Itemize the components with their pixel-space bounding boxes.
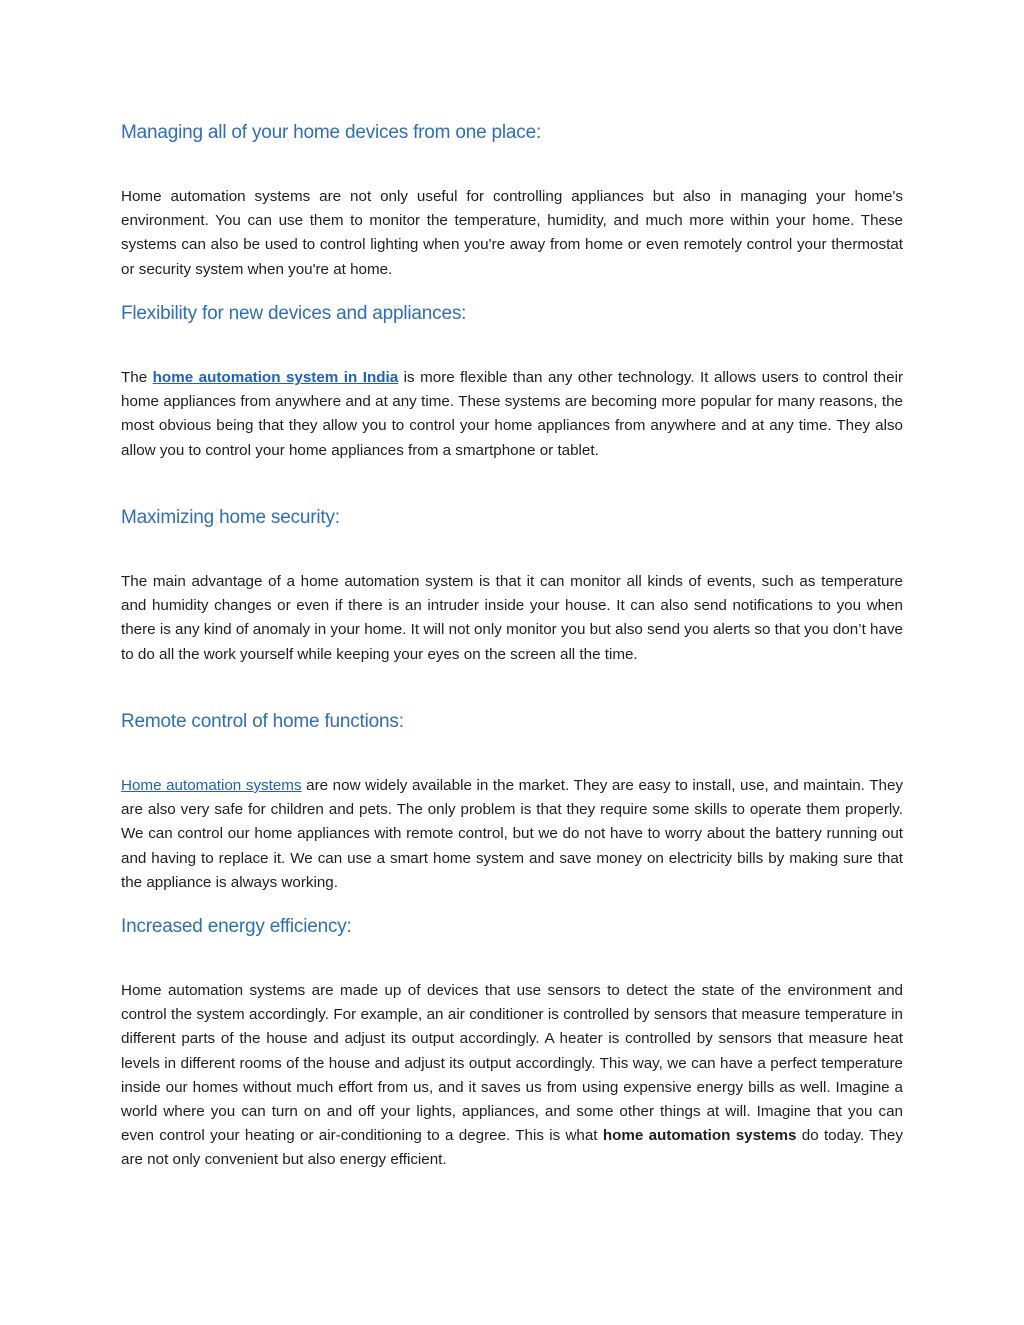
- paragraph-text-rest: do today. They are not only convenient but also energy efficient.: [121, 1127, 903, 1169]
- home-automation-systems-link[interactable]: Home automation systems: [121, 777, 302, 794]
- section-energy-efficiency: [121, 915, 903, 1173]
- section-remote-control: [121, 710, 903, 895]
- paragraph-text-start: Home automation systems are made up of devices that use sensors to detect the state of the environment and control the system accordingly. For example, an air conditioner is controlled by sensors that measure temperature in different parts of the house and adjust its output accordingly. A heater is controlled by sensors that measure heat levels in different rooms of the house and adjust its output accordingly. This way, we can have a perfect temperature inside our homes without much effort from us, and it saves us from using expensive energy bills as well. Imagine a world where you can turn on and off your lights, appliances, and some other things at will. Imagine that you can even control your heating or air-conditioning to a degree. This is what: [121, 982, 903, 1145]
- section-paragraph: [121, 774, 903, 895]
- section-heading: Maximizing home security:: [121, 507, 340, 528]
- section-managing-devices: [121, 121, 903, 282]
- section-flexibility: [121, 302, 903, 463]
- section-heading: Flexibility for new devices and appliances:: [121, 303, 467, 324]
- bold-phrase: home automation systems: [602, 1127, 797, 1145]
- section-paragraph: Home automation systems are not only useful for controlling appliances but also in managing your home's environment. You can use them to monitor the temperature, humidity, and much more within your home. These systems can also be used to control lighting when you're away from home or even remotely control your thermostat or security system when you're at home.: [121, 188, 903, 278]
- paragraph-text-rest: is more flexible than any other technology. It allows users to control their home appliances from anywhere and at any time. These systems are becoming more popular for many reasons, the most obvious being that they allow you to control your home appliances from anywhere and at any time. They also allow you to control your home appliances from a smartphone or tablet.: [121, 369, 903, 459]
- section-paragraph: [121, 366, 903, 463]
- paragraph-text-start: The: [121, 369, 153, 386]
- section-heading: Managing all of your home devices from one place:: [121, 122, 542, 143]
- section-heading: Increased energy efficiency:: [121, 916, 352, 937]
- section-paragraph: [121, 979, 903, 1173]
- section-security: [121, 506, 903, 667]
- home-automation-india-link[interactable]: home automation system in India: [152, 369, 399, 386]
- section-paragraph: The main advantage of a home automation system is that it can monitor all kinds of events, such as temperature and humidity changes or even if there is an intruder inside your house. It can also send notifications to you when there is any kind of anomaly in your home. It will not only monitor you but also send you alerts so that you don’t have to do all the work yourself while keeping your eyes on the screen all the time.: [121, 573, 903, 663]
- paragraph-text-rest: are now widely available in the market. They are easy to install, use, and maintain. They are also very safe for children and pets. The only problem is that they require some skills to operate them properly. We can control our home appliances with remote control, but we do not have to worry about the battery running out and having to replace it. We can use a smart home system and save money on electricity bills by making sure that the appliance is always working.: [121, 777, 903, 891]
- section-heading: Remote control of home functions:: [121, 711, 404, 732]
